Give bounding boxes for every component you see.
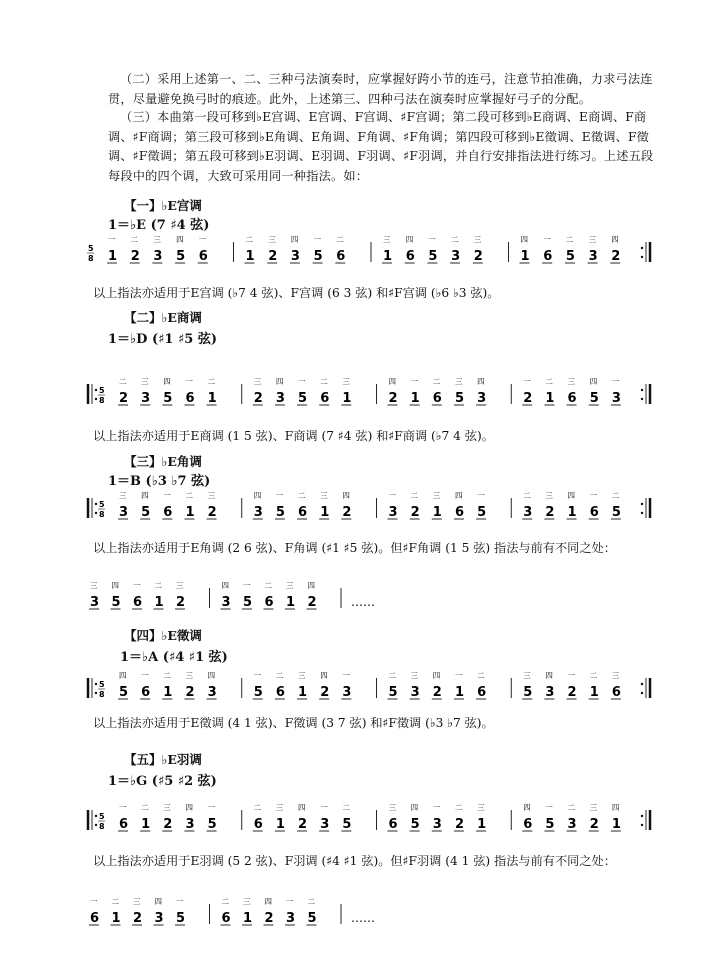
section-2-staff-fingering: 四 bbox=[388, 377, 396, 386]
section-5-staff-fingering: 三 bbox=[163, 803, 171, 812]
section-3-staff-fingering: 一 bbox=[477, 491, 485, 500]
section-2-staff-note: 3 bbox=[275, 391, 285, 406]
section-3-staff-note: 2 bbox=[545, 505, 555, 520]
section-1-staff-fingering: 一 bbox=[428, 235, 436, 244]
section-3-extra-staff-note: 5 bbox=[243, 595, 253, 610]
section-3-staff-note: 5 bbox=[141, 505, 151, 520]
section-3-staff-note: 5 bbox=[611, 505, 621, 520]
section-3-staff-fingering: 一 bbox=[388, 491, 396, 500]
section-3-extra-staff-note: 3 bbox=[221, 595, 231, 610]
section-2-staff-repeat-dot bbox=[641, 389, 643, 391]
section-1-staff-note: 5 bbox=[565, 249, 575, 264]
section-1-staff-fingering: 四 bbox=[405, 235, 414, 244]
section-3-extra-staff-note: 2 bbox=[307, 595, 317, 610]
section-5-staff-note: 6 bbox=[253, 817, 263, 832]
section-5-staff-note: 5 bbox=[342, 817, 352, 832]
section-2-staff-note: 2 bbox=[119, 391, 129, 406]
section-5-staff-fingering: 一 bbox=[545, 803, 553, 812]
section-2-staff-time-bottom: 8 bbox=[99, 396, 105, 405]
section-3-staff-note: 3 bbox=[119, 505, 129, 520]
section-5-extra-staff-note: 3 bbox=[154, 911, 164, 926]
section-4-staff-fingering: 四 bbox=[545, 671, 553, 680]
section-5-staff-note: 5 bbox=[545, 817, 555, 832]
section-3-staff-note: 6 bbox=[589, 505, 599, 520]
section-4-staff-repeat-dot bbox=[95, 692, 97, 694]
section-3-staff-time-top: 5 bbox=[99, 500, 105, 509]
section-4-staff-repeat-dot bbox=[641, 683, 643, 685]
section-2-staff-note: 6 bbox=[185, 391, 195, 406]
section-1-staff-note: 2 bbox=[611, 249, 621, 264]
section-2-staff-repeat-dot bbox=[95, 389, 97, 391]
section-3-staff-fingering: 三 bbox=[432, 491, 441, 500]
section-3-extra-staff-fingering: 二 bbox=[264, 581, 272, 590]
section-5-extra-staff-note: 6 bbox=[221, 911, 231, 926]
section-4-key: 1＝♭A (♯4 ♯1 弦) bbox=[120, 650, 228, 665]
section-5-heading: 【五】♭E羽调 bbox=[124, 752, 202, 767]
section-5-staff-note: 6 bbox=[388, 817, 398, 832]
section-2-staff-note: 6 bbox=[320, 391, 330, 406]
section-3-extra-staff-fingering: 四 bbox=[111, 581, 119, 590]
section-1-staff-note: 1 bbox=[108, 249, 118, 264]
section-3-staff-repeat-dot bbox=[641, 512, 643, 514]
section-4-staff-note: 3 bbox=[207, 685, 217, 700]
section-2-staff-note: 2 bbox=[523, 391, 533, 406]
section-1-staff-repeat-dot bbox=[641, 247, 643, 249]
section-2-staff-note: 5 bbox=[589, 391, 599, 406]
section-5-staff-note: 1 bbox=[141, 817, 151, 832]
section-4-staff-time-top: 5 bbox=[99, 680, 105, 689]
section-4-staff-fingering: 四 bbox=[207, 671, 216, 680]
section-5-staff-fingering: 四 bbox=[185, 803, 193, 812]
section-1-staff-note: 5 bbox=[313, 249, 323, 264]
section-5-extra-staff-fingering: 二 bbox=[221, 897, 229, 906]
section-4-staff-fingering: 一 bbox=[454, 671, 463, 680]
section-3-heading: 【三】♭E角调 bbox=[124, 454, 202, 469]
section-4-staff-note: 5 bbox=[119, 685, 129, 700]
section-5-extra-staff-fingering: 一 bbox=[286, 897, 294, 906]
section-2-staff-note: 5 bbox=[454, 391, 464, 406]
section-2-staff-repeat-dot bbox=[641, 398, 643, 400]
section-2-key: 1＝♭D (♯1 ♯5 弦) bbox=[108, 332, 218, 347]
section-3-staff-note: 2 bbox=[342, 505, 352, 520]
section-4-staff-fingering: 二 bbox=[275, 671, 284, 680]
section-3-staff-fingering: 三 bbox=[545, 491, 553, 500]
section-2-staff-fingering: 三 bbox=[454, 377, 463, 386]
section-2-staff-fingering: 一 bbox=[523, 377, 531, 386]
section-3-staff-note: 3 bbox=[523, 505, 533, 520]
section-2-staff-note: 1 bbox=[342, 391, 352, 406]
section-5-staff-fingering: 二 bbox=[253, 803, 262, 812]
section-3-extra-staff-note: 3 bbox=[90, 595, 100, 610]
section-1-staff-fingering: 四 bbox=[520, 235, 528, 244]
section-5-staff-fingering: 一 bbox=[320, 803, 328, 812]
section-3-staff-fingering: 四 bbox=[567, 491, 576, 500]
section-2-staff-note: 6 bbox=[432, 391, 442, 406]
section-2-staff-note: 5 bbox=[163, 391, 173, 406]
section-2-staff-note: 1 bbox=[410, 391, 420, 406]
section-4-staff-fingering: 一 bbox=[567, 671, 576, 680]
section-1-staff-time-bottom: 8 bbox=[88, 254, 94, 263]
section-5-extra-staff-note: 6 bbox=[90, 911, 100, 926]
section-1-staff-fingering: 三 bbox=[473, 235, 482, 244]
section-5-staff-fingering: 三 bbox=[477, 803, 485, 812]
section-4-staff-note: 1 bbox=[589, 685, 599, 700]
section-3-extra-staff-ellipsis: …… bbox=[351, 595, 375, 609]
section-4-staff-repeat-dot bbox=[95, 683, 97, 685]
section-3-staff-note: 3 bbox=[388, 505, 398, 520]
section-5-staff-fingering: 二 bbox=[141, 803, 149, 812]
section-4-staff-note: 2 bbox=[185, 685, 195, 700]
section-5-staff-fingering: 三 bbox=[388, 803, 396, 812]
section-5-staff-time-bottom: 8 bbox=[99, 822, 105, 831]
section-4-staff-note: 5 bbox=[523, 685, 533, 700]
section-5-staff-note: 3 bbox=[185, 817, 195, 832]
section-1-staff-note: 2 bbox=[130, 249, 140, 264]
section-3-staff-note: 1 bbox=[567, 505, 577, 520]
section-2-staff-note: 3 bbox=[477, 391, 487, 406]
section-3-key: 1＝B (♭3 ♭7 弦) bbox=[108, 474, 211, 489]
section-1-staff-fingering: 一 bbox=[108, 235, 116, 244]
section-3-extra-staff-note: 1 bbox=[286, 595, 296, 610]
section-1-staff-note: 6 bbox=[543, 249, 553, 264]
section-5-staff-fingering: 四 bbox=[523, 803, 531, 812]
section-4-staff-note: 1 bbox=[163, 685, 173, 700]
section-5-staff-fingering: 三 bbox=[275, 803, 284, 812]
section-2-staff-fingering: 四 bbox=[163, 377, 171, 386]
section-5-extra-staff-fingering: 四 bbox=[264, 897, 272, 906]
section-4-staff-note: 2 bbox=[432, 685, 442, 700]
section-2-staff-note: 2 bbox=[388, 391, 398, 406]
section-1-staff-note: 5 bbox=[428, 249, 438, 264]
section-5-staff-note: 6 bbox=[119, 817, 129, 832]
section-3-staff-fingering: 四 bbox=[342, 491, 350, 500]
section-2-staff-fingering: 四 bbox=[477, 377, 485, 386]
section-1-staff-note: 6 bbox=[198, 249, 208, 264]
section-5-staff-note: 5 bbox=[410, 817, 420, 832]
section-3-staff-note: 3 bbox=[253, 505, 263, 520]
section-5-extra-staff-fingering: 二 bbox=[111, 897, 119, 906]
section-5-staff-fingering: 三 bbox=[589, 803, 598, 812]
section-5-extra-staff-note: 2 bbox=[133, 911, 143, 926]
section-1-staff-fingering: 一 bbox=[198, 235, 207, 244]
section-4-staff-note: 1 bbox=[454, 685, 464, 700]
section-3-staff-note: 1 bbox=[320, 505, 330, 520]
section-4-staff-fingering: 四 bbox=[320, 671, 328, 680]
section-4-staff-note: 5 bbox=[253, 685, 263, 700]
section-4-staff-note: 1 bbox=[298, 685, 308, 700]
section-5-staff-fingering: 一 bbox=[432, 803, 441, 812]
section-4-staff-fingering: 二 bbox=[388, 671, 396, 680]
section-3-staff-fingering: 一 bbox=[589, 491, 598, 500]
section-3-staff-fingering: 三 bbox=[119, 491, 127, 500]
section-3-note: 以上指法亦适用于E角调 (2 6 弦)、F角调 (♯1 ♯5 弦)。但♯F角调 (1 5 弦) 指法与前有不同之处： bbox=[93, 541, 616, 555]
section-2-staff-note: 5 bbox=[298, 391, 308, 406]
section-5-staff-note: 3 bbox=[567, 817, 577, 832]
section-3-staff-note: 2 bbox=[410, 505, 420, 520]
section-1-staff-note: 3 bbox=[451, 249, 461, 264]
section-1-staff-note: 3 bbox=[290, 249, 300, 264]
section-4-staff-fingering: 二 bbox=[589, 671, 598, 680]
section-3-staff-repeat-dot bbox=[95, 512, 97, 514]
section-5-staff-note: 2 bbox=[163, 817, 173, 832]
section-2-staff-fingering: 一 bbox=[410, 377, 419, 386]
section-5-extra-staff-note: 1 bbox=[111, 911, 121, 926]
section-3-extra-staff-fingering: 四 bbox=[221, 581, 229, 590]
section-5-extra-staff-fingering: 三 bbox=[243, 897, 251, 906]
section-1-staff-note: 1 bbox=[520, 249, 530, 264]
section-1-staff-fingering: 二 bbox=[130, 235, 139, 244]
section-1-staff-fingering: 三 bbox=[153, 235, 161, 244]
section-3-extra-staff-note: 6 bbox=[133, 595, 143, 610]
section-5-staff-fingering: 一 bbox=[207, 803, 216, 812]
section-5-note: 以上指法亦适用于E羽调 (5 2 弦)、F羽调 (♯4 ♯1 弦)。但♯F羽调 (4 1 弦) 指法与前有不同之处： bbox=[93, 854, 616, 868]
section-5-extra-staff-fingering: 一 bbox=[176, 897, 184, 906]
section-1-staff-fingering: 二 bbox=[565, 235, 574, 244]
section-1-staff-note: 1 bbox=[245, 249, 255, 264]
section-1-staff-note: 3 bbox=[588, 249, 598, 264]
section-4-staff-fingering: 三 bbox=[298, 671, 306, 680]
section-3-staff-note: 1 bbox=[432, 505, 442, 520]
section-5-staff-note: 1 bbox=[477, 817, 487, 832]
section-5-staff-note: 3 bbox=[432, 817, 442, 832]
section-5-extra-staff-ellipsis: …… bbox=[351, 911, 375, 925]
section-4-staff-note: 2 bbox=[320, 685, 330, 700]
section-2-staff-fingering: 二 bbox=[119, 377, 127, 386]
section-5-staff-fingering: 二 bbox=[342, 803, 350, 812]
section-5-extra-staff-note: 3 bbox=[286, 911, 296, 926]
section-5-staff-time-top: 5 bbox=[99, 812, 105, 821]
section-2-staff-note: 3 bbox=[611, 391, 621, 406]
section-3-staff-fingering: 四 bbox=[454, 491, 463, 500]
section-4-staff-fingering: 一 bbox=[342, 671, 350, 680]
section-3-staff-note: 2 bbox=[207, 505, 217, 520]
section-3-staff-fingering: 二 bbox=[523, 491, 531, 500]
section-4-staff-note: 6 bbox=[477, 685, 487, 700]
section-2-staff-fingering: 四 bbox=[589, 377, 598, 386]
section-3-extra-staff-fingering: 三 bbox=[286, 581, 294, 590]
section-2-staff-time-top: 5 bbox=[99, 386, 105, 395]
section-1-staff-fingering: 四 bbox=[290, 235, 299, 244]
section-3-extra-staff-note: 6 bbox=[264, 595, 274, 610]
section-1-staff-note: 6 bbox=[405, 249, 415, 264]
section-3-staff-fingering: 三 bbox=[207, 491, 216, 500]
section-2-staff-fingering: 二 bbox=[545, 377, 553, 386]
section-5-extra-staff-fingering: 二 bbox=[307, 897, 315, 906]
section-1-staff-fingering: 四 bbox=[176, 235, 184, 244]
section-2-note: 以上指法亦适用于E商调 (1 5 弦)、F商调 (7 ♯4 弦) 和♯F商调 (♭7 4 弦)。 bbox=[93, 429, 494, 443]
section-3-extra-staff-note: 1 bbox=[154, 595, 164, 610]
section-2-staff-fingering: 一 bbox=[298, 377, 306, 386]
section-5-extra-staff-note: 1 bbox=[243, 911, 253, 926]
section-1-heading: 【一】♭E宫调 bbox=[124, 198, 202, 213]
section-4-staff-note: 3 bbox=[410, 685, 420, 700]
section-4-staff-fingering: 四 bbox=[432, 671, 441, 680]
section-3-staff-note: 6 bbox=[454, 505, 464, 520]
intro-paragraph-2: （三）本曲第一段可移到♭E宫调、E宫调、F宫调、♯F宫调；第二段可移到♭E商调、E商调、F商调、♯F商调；第三段可移到♭E角调、E角调、F角调、♯F角调；第四段可移到♭E徵调、E徵调、F徵调、♯F徵调；第五段可移到♭E羽调、E羽调、F羽调、♯F羽调，并自行安排指法进行练习。上述五段每段中的四个调，大致可采用同一种指法。如： bbox=[108, 110, 654, 183]
section-1-staff-fingering: 四 bbox=[611, 235, 619, 244]
section-3-staff-fingering: 三 bbox=[320, 491, 328, 500]
section-2-staff-fingering: 四 bbox=[275, 377, 284, 386]
section-1-staff-note: 3 bbox=[153, 249, 163, 264]
section-4-note: 以上指法亦适用于E徵调 (4 1 弦)、F徵调 (3 7 弦) 和♯F徵调 (♭3 ♭7 弦)。 bbox=[93, 716, 494, 730]
section-4-staff-repeat-dot bbox=[641, 692, 643, 694]
section-5-staff-repeat-dot bbox=[95, 815, 97, 817]
section-1-staff-note: 1 bbox=[383, 249, 393, 264]
section-3-staff-note: 1 bbox=[185, 505, 195, 520]
section-2-staff-fingering: 三 bbox=[342, 377, 350, 386]
section-4-staff-fingering: 三 bbox=[410, 671, 419, 680]
section-5-staff-fingering: 一 bbox=[119, 803, 127, 812]
section-3-staff-fingering: 二 bbox=[298, 491, 306, 500]
section-2-staff-repeat-dot bbox=[95, 398, 97, 400]
section-5-staff-note: 1 bbox=[275, 817, 285, 832]
section-5-extra-staff-fingering: 四 bbox=[154, 897, 162, 906]
section-3-staff-fingering: 二 bbox=[611, 491, 620, 500]
section-5-staff-fingering: 四 bbox=[298, 803, 306, 812]
section-5-staff-note: 1 bbox=[611, 817, 621, 832]
section-2-staff-fingering: 一 bbox=[185, 377, 193, 386]
section-4-staff-fingering: 四 bbox=[119, 671, 127, 680]
section-3-staff-note: 5 bbox=[275, 505, 285, 520]
section-4-staff-note: 6 bbox=[275, 685, 285, 700]
section-1-staff-fingering: 三 bbox=[588, 235, 597, 244]
section-4-staff-note: 2 bbox=[567, 685, 577, 700]
section-1-staff-note: 5 bbox=[176, 249, 186, 264]
section-3-staff-repeat-dot bbox=[641, 503, 643, 505]
section-1-staff-fingering: 三 bbox=[268, 235, 276, 244]
section-1-staff-fingering: 一 bbox=[543, 235, 551, 244]
section-1-staff-fingering: 二 bbox=[336, 235, 344, 244]
section-2-heading: 【二】♭E商调 bbox=[124, 310, 202, 325]
section-4-staff-note: 6 bbox=[141, 685, 151, 700]
section-2-staff-note: 1 bbox=[545, 391, 555, 406]
section-2-staff-fingering: 二 bbox=[320, 377, 328, 386]
section-3-staff-note: 6 bbox=[298, 505, 308, 520]
section-3-staff-time-bottom: 8 bbox=[99, 510, 105, 519]
section-2-staff-note: 1 bbox=[207, 391, 217, 406]
section-4-staff-note: 3 bbox=[545, 685, 555, 700]
section-5-staff-note: 3 bbox=[320, 817, 330, 832]
section-1-staff-fingering: 三 bbox=[383, 235, 391, 244]
section-5-extra-staff-fingering: 一 bbox=[90, 897, 98, 906]
section-5-staff-note: 2 bbox=[589, 817, 599, 832]
section-3-staff-fingering: 四 bbox=[141, 491, 149, 500]
section-4-staff-fingering: 三 bbox=[523, 671, 531, 680]
section-4-staff-fingering: 一 bbox=[253, 671, 262, 680]
section-1-staff-note: 2 bbox=[473, 249, 483, 264]
section-2-staff-fingering: 三 bbox=[141, 377, 149, 386]
section-3-extra-staff-note: 5 bbox=[111, 595, 121, 610]
section-5-extra-staff-note: 2 bbox=[264, 911, 274, 926]
section-2-staff-fingering: 三 bbox=[567, 377, 576, 386]
section-1-staff-time-top: 5 bbox=[88, 244, 94, 253]
section-3-extra-staff-fingering: 三 bbox=[90, 581, 98, 590]
section-3-staff-fingering: 一 bbox=[275, 491, 284, 500]
section-2-staff-fingering: 二 bbox=[207, 377, 216, 386]
section-4-staff-note: 6 bbox=[611, 685, 621, 700]
section-2-staff-fingering: 一 bbox=[611, 377, 620, 386]
section-1-staff-fingering: 一 bbox=[313, 235, 322, 244]
section-3-extra-staff-fingering: 一 bbox=[243, 581, 251, 590]
section-1-staff-note: 6 bbox=[336, 249, 346, 264]
section-1-note: 以上指法亦适用于E宫调 (♭7 4 弦)、F宫调 (6 3 弦) 和♯F宫调 (♭6 ♭3 弦)。 bbox=[93, 286, 500, 300]
section-3-staff-repeat-dot bbox=[95, 503, 97, 505]
section-5-extra-staff-note: 5 bbox=[307, 911, 317, 926]
section-1-staff-repeat-dot bbox=[641, 256, 643, 258]
section-5-staff-note: 2 bbox=[298, 817, 308, 832]
section-4-heading: 【四】♭E徵调 bbox=[124, 628, 202, 643]
section-1-staff-note: 2 bbox=[268, 249, 278, 264]
intro-paragraph-1: （二）采用上述第一、二、三种弓法演奏时，应掌握好跨小节的连弓，注意节拍准确，力求弓法连贯，尽量避免换弓时的痕迹。此外，上述第三、四种弓法在演奏时应掌握好弓子的分配。 bbox=[108, 72, 653, 106]
section-3-staff-fingering: 四 bbox=[253, 491, 262, 500]
section-5-staff-repeat-dot bbox=[641, 824, 643, 826]
section-4-staff-note: 5 bbox=[388, 685, 398, 700]
section-5-staff-fingering: 二 bbox=[454, 803, 463, 812]
section-4-staff-fingering: 一 bbox=[141, 671, 149, 680]
section-1-key: 1＝♭E (7 ♯4 弦) bbox=[108, 218, 210, 233]
section-5-staff-note: 6 bbox=[523, 817, 533, 832]
section-4-staff-fingering: 二 bbox=[163, 671, 171, 680]
section-3-extra-staff-fingering: 四 bbox=[307, 581, 315, 590]
section-5-staff-note: 2 bbox=[454, 817, 464, 832]
section-5-key: 1＝♭G (♯5 ♯2 弦) bbox=[108, 774, 217, 789]
section-5-extra-staff-fingering: 三 bbox=[133, 897, 141, 906]
section-3-staff-note: 5 bbox=[477, 505, 487, 520]
section-2-staff-note: 2 bbox=[253, 391, 263, 406]
section-5-staff-fingering: 四 bbox=[611, 803, 620, 812]
section-5-staff-note: 5 bbox=[207, 817, 217, 832]
section-4-staff-fingering: 二 bbox=[477, 671, 485, 680]
section-5-staff-repeat-dot bbox=[95, 824, 97, 826]
section-5-extra-staff-note: 5 bbox=[176, 911, 186, 926]
section-4-staff-note: 3 bbox=[342, 685, 352, 700]
section-3-staff-fingering: 二 bbox=[410, 491, 419, 500]
section-5-staff-fingering: 二 bbox=[567, 803, 576, 812]
section-3-extra-staff-fingering: 一 bbox=[133, 581, 141, 590]
section-3-staff-fingering: 一 bbox=[163, 491, 171, 500]
section-3-staff-note: 6 bbox=[163, 505, 173, 520]
section-3-extra-staff-note: 2 bbox=[176, 595, 186, 610]
section-4-staff-fingering: 三 bbox=[185, 671, 193, 680]
section-2-staff-note: 6 bbox=[567, 391, 577, 406]
section-2-staff-note: 3 bbox=[141, 391, 151, 406]
section-2-staff-fingering: 三 bbox=[253, 377, 262, 386]
section-3-extra-staff-fingering: 三 bbox=[176, 581, 184, 590]
section-4-staff-time-bottom: 8 bbox=[99, 690, 105, 699]
section-2-staff-fingering: 二 bbox=[432, 377, 441, 386]
section-1-staff-fingering: 二 bbox=[245, 235, 253, 244]
section-4-staff-fingering: 三 bbox=[611, 671, 620, 680]
section-1-staff-fingering: 二 bbox=[451, 235, 459, 244]
section-3-extra-staff-fingering: 二 bbox=[154, 581, 162, 590]
section-5-staff-repeat-dot bbox=[641, 815, 643, 817]
section-5-staff-fingering: 四 bbox=[410, 803, 419, 812]
section-3-staff-fingering: 二 bbox=[185, 491, 193, 500]
